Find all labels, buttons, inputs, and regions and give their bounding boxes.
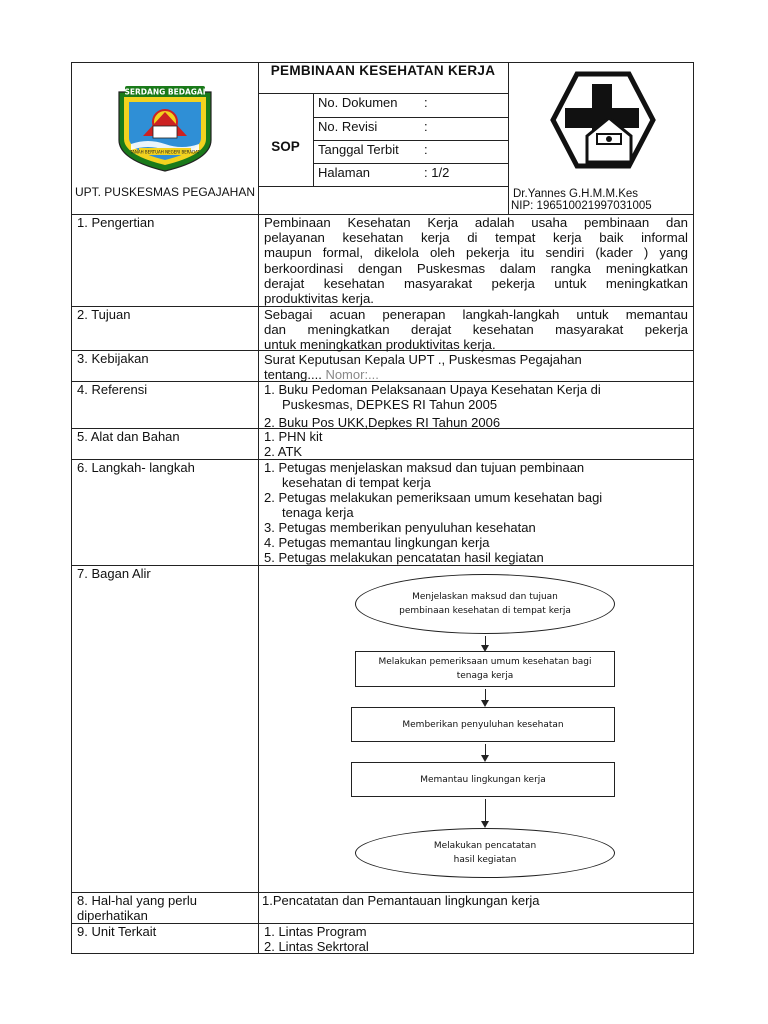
- list-item: 1. PHN kit: [264, 429, 323, 444]
- list-item: tenaga kerja: [282, 505, 354, 520]
- signer-nip: NIP: 196510021997031005: [511, 200, 652, 212]
- grid-line: [508, 62, 509, 214]
- grid-line: [71, 923, 694, 924]
- flowchart-arrow: [485, 689, 486, 705]
- section-label-hal-cont: diperhatikan: [77, 908, 148, 923]
- section-label-tujuan: 2. Tujuan: [77, 307, 131, 322]
- doc-field-label: Halaman: [318, 165, 371, 180]
- doc-field-value: :: [424, 119, 428, 134]
- flowchart-end-oval: Melakukan pencatatan hasil kegiatan: [355, 828, 615, 878]
- doc-field-label: No. Revisi: [318, 119, 378, 134]
- grid-line: [313, 117, 508, 118]
- flowchart-arrow: [485, 799, 486, 826]
- list-item: kesehatan di tempat kerja: [282, 475, 431, 490]
- section-label-pengertian: 1. Pengertian: [77, 215, 155, 230]
- signer-name: Dr.Yannes G.H.M.M.Kes: [513, 188, 639, 200]
- flowchart-step-box: Melakukan pemeriksaan umum kesehatan bagi tenaga kerja: [355, 651, 615, 687]
- kebijakan-text: Surat Keputusan Kepala UPT ., Puskesmas Pegajahan tentang.... Nomor:...: [264, 352, 582, 382]
- org-name: UPT. PUSKESMAS PEGAJAHAN: [74, 185, 256, 199]
- doc-field-value: :: [424, 95, 428, 110]
- document-title: PEMBINAAN KESEHATAN KERJA: [270, 63, 496, 78]
- flowchart-step-box: Memantau lingkungan kerja: [351, 762, 615, 797]
- list-item: 5. Petugas melakukan pencatatan hasil kegiatan: [264, 550, 544, 565]
- doc-field-value: :: [424, 142, 428, 157]
- list-item: 4. Petugas memantau lingkungan kerja: [264, 535, 490, 550]
- grid-line: [313, 163, 508, 164]
- doc-field-label: Tanggal Terbit: [318, 142, 399, 157]
- logo-banner-text: SERDANG BEDAGAI: [124, 87, 206, 97]
- grid-line: [258, 93, 508, 94]
- grid-line: [258, 214, 259, 954]
- flowchart-start-oval: Menjelaskan maksud dan tujuan pembinaan kesehatan di tempat kerja: [355, 574, 615, 634]
- section-label-hal: 8. Hal-hal yang perlu: [77, 893, 197, 908]
- regency-logo: [113, 82, 217, 172]
- doc-field-value: : 1/2: [424, 165, 450, 180]
- grid-line: [258, 186, 508, 187]
- tujuan-text: Sebagai acuan penerapan langkah-langkah untuk memantau dan meningkatkan derajat kesehatan masyarakat pekerja untuk meningkatkan produktivitas kerja.: [264, 307, 688, 353]
- section-label-referensi: 4. Referensi: [77, 382, 148, 397]
- unit-list: [264, 924, 369, 954]
- section-label-langkah: 6. Langkah- langkah: [77, 460, 195, 475]
- list-item: 3. Petugas memberikan penyuluhan kesehatan: [264, 520, 536, 535]
- puskesmas-logo: [549, 70, 657, 182]
- flowchart-arrow: [485, 744, 486, 760]
- list-item: 1. Lintas Program: [264, 924, 367, 939]
- list-item: 2. Petugas melakukan pemeriksaan umum kesehatan bagi: [264, 490, 603, 505]
- langkah-list: [264, 460, 602, 565]
- flowchart-arrow: [485, 636, 486, 650]
- sop-label: SOP: [271, 139, 300, 154]
- hal-text: 1.Pencatatan dan Pemantauan lingkungan kerja: [262, 893, 540, 908]
- pengertian-text: Pembinaan Kesehatan Kerja adalah usaha pembinaan dan pelayanan kesehatan kerja di tempat kerja baik informal maupun formal, dikelola oleh pekerja itu sendiri (kader ) yang berkoordinasi dengan Puskesmas dalam rangka meningkatkan derajat kesehatan masyarakat pekerja untuk meningkatkan produktivitas kerja.: [264, 215, 688, 307]
- list-item: 2. Buku Pos UKK,Depkes RI Tahun 2006: [264, 415, 501, 430]
- section-label-kebijakan: 3. Kebijakan: [77, 351, 149, 366]
- list-item: 1. Buku Pedoman Pelaksanaan Upaya Kesehatan Kerja di: [264, 382, 601, 397]
- grid-line: [258, 62, 259, 214]
- section-label-unit: 9. Unit Terkait: [77, 924, 157, 939]
- referensi-list: [264, 382, 601, 430]
- alat-list: [264, 429, 323, 459]
- grid-line: [313, 140, 508, 141]
- doc-field-label: No. Dokumen: [318, 95, 398, 110]
- logo-motto-text: TANAH BERTUAH NEGERI BERADAT: [130, 149, 200, 155]
- section-label-bagan: 7. Bagan Alir: [77, 566, 151, 581]
- list-item: 2. Lintas Sekrtoral: [264, 939, 369, 954]
- section-label-alat: 5. Alat dan Bahan: [77, 429, 180, 444]
- flowchart-step-box: Memberikan penyuluhan kesehatan: [351, 707, 615, 742]
- grid-line: [71, 565, 694, 566]
- list-item: Puskesmas, DEPKES RI Tahun 2005: [282, 397, 498, 412]
- list-item: 1. Petugas menjelaskan maksud dan tujuan pembinaan: [264, 460, 585, 475]
- list-item: 2. ATK: [264, 444, 303, 459]
